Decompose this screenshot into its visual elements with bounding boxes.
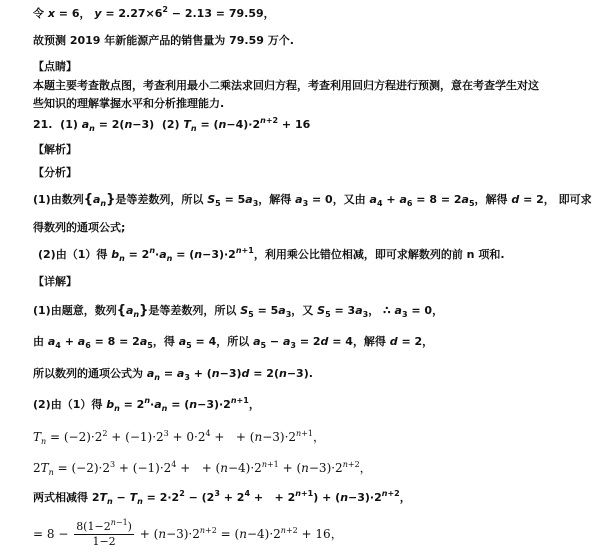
detail-line-1: (1)由题意，数列$\{a_n\}$是等差数列，所以 $S_5 = 5a_3$，又 $S_5 = 3a_3$， ∴ $a_3 = 0$， bbox=[33, 303, 444, 319]
analysis-line-2: 得数列的通项公式; bbox=[33, 221, 126, 234]
detail-line-4: (2)由（1）得 $b_n = 2^n\cdot a_n = (n-3)\cdot 2^{n+1}$， bbox=[33, 396, 260, 413]
line-5: 些知识的理解掌握水平和分析推理能力. bbox=[33, 97, 225, 110]
analysis-line-1: (1)由数列$\{a_n\}$是等差数列，所以 $S_5 = 5a_3$，解得 $a_3 = 0$，又由 $a_4 + a_6 = 8 = 2a_5$，解得 d = 2， 即可求 bbox=[33, 192, 592, 208]
analysis-line-3: (2)由（1）得 $b_n = 2^n\cdot a_n = (n-3)\cdot 2^{n+1}$，利用乘公比错位相减，即可求解数列的前 n 项和. bbox=[38, 246, 505, 263]
equation-Tn: $T_n = (-2)\cdot 2^2 + (-1)\cdot 2^3 + 0\cdot 2^4$ + + $(n-3)\cdot 2^{n+1}$， bbox=[33, 429, 326, 446]
detail-line-3: 所以数列的通项公式为 $a_n = a_3 + (n-3)d = 2(n-3)$. bbox=[33, 367, 313, 382]
equation-subtract: 两式相减得 $2T_n - T_n = 2\cdot 2^2 - (2^3 + 2^4$ + + $2^{n+1}) + (n-3)\cdot 2^{n+2}$， bbox=[33, 489, 411, 506]
fraction: $\frac{8(1-2^{n-1})}{1-2}$ bbox=[76, 518, 132, 548]
section-dianjing: 【点睛】 bbox=[33, 60, 77, 73]
text-let: 令 bbox=[33, 7, 44, 20]
equation-2Tn: $2T_n = (-2)\cdot 2^3 + (-1)\cdot 2^4$ + + $(n-4)\cdot 2^{n+1} + (n-3)\cdot 2^{n+2}$， bbox=[33, 460, 372, 477]
line-4: 本题主要考查散点图，考查利用最小二乘法求回归方程，考查利用回归方程进行预测，意在考查学生对这 bbox=[33, 79, 539, 92]
section-fenxi: 【分析】 bbox=[33, 166, 77, 179]
section-xiangjie: 【详解】 bbox=[33, 275, 77, 288]
section-jiexi: 【解析】 bbox=[33, 143, 77, 156]
equation-final: = 8 − $\frac{8(1-2^{n-1})}{1-2}$ + $(n-3)\cdot 2^{n+2} = (n-4)\cdot 2^{n+2} + 16$， bbox=[33, 518, 343, 548]
question-number: 21. bbox=[33, 118, 53, 131]
detail-line-2: 由 $a_4 + a_6 = 8 = 2a_5$，得 $a_5 = 4$，所以 $a_5 - a_3 = 2d = 4$，解得 d = 2， bbox=[33, 335, 434, 350]
question-21: 21. (1) $a_n = 2(n-3)$ (2) $T_n = (n-4)\cdot 2^{n+2} + 16$ bbox=[33, 116, 311, 133]
line-1: 令 x = 6， $y = 2.27\times 6^2 - 2.13 = 79.59$， bbox=[33, 5, 275, 20]
line-2: 故预测 2019 年新能源产品的销售量为 79.59 万个. bbox=[33, 34, 294, 47]
